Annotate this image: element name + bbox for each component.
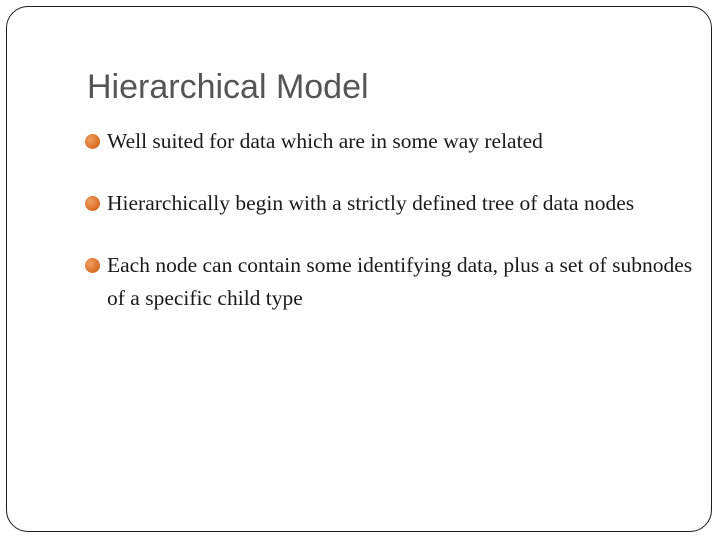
bullet-dot-icon — [85, 196, 100, 211]
bullet-list — [85, 125, 695, 315]
bullet-text: Each node can contain some identifying data, plus a set of subnodes of a specific child type — [107, 253, 693, 310]
bullet-text: Hierarchically begin with a strictly defined tree of data nodes — [107, 191, 635, 215]
bullet-item — [85, 249, 695, 315]
bullet-text: Well suited for data which are in some way related — [107, 129, 543, 153]
slide-title: Hierarchical Model — [87, 68, 369, 106]
bullet-dot-icon — [85, 258, 100, 273]
bullet-item — [85, 125, 695, 158]
slide-frame — [6, 6, 712, 532]
bullet-item — [85, 187, 695, 220]
bullet-dot-icon — [85, 134, 100, 149]
